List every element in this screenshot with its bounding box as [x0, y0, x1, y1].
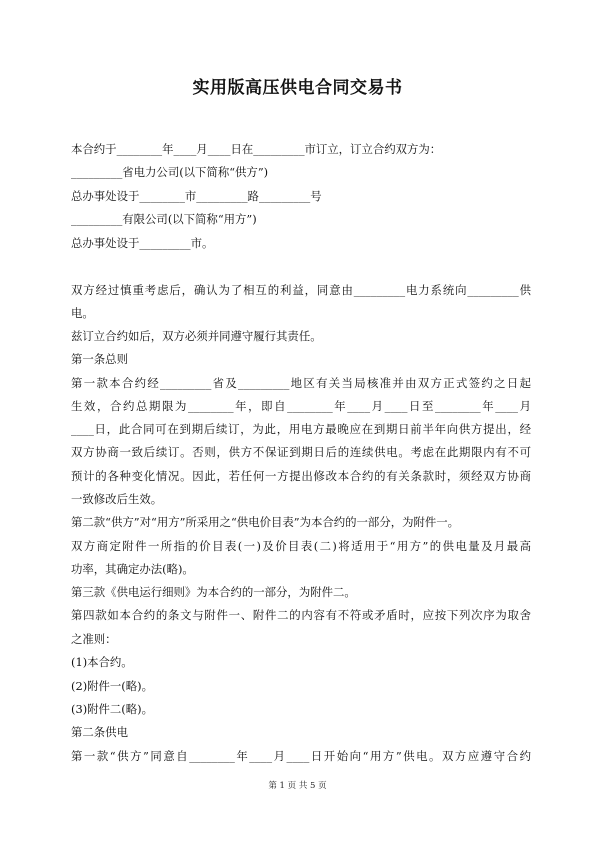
- paragraph-line: 功率，其确定办法(略)。: [71, 562, 194, 576]
- paragraph-line: 一致修改后生效。: [71, 492, 163, 506]
- list-item: (1)本合约。: [71, 655, 133, 669]
- document-title: 实用版高压供电合同交易书: [192, 78, 403, 98]
- supplier-name-line: _________省电力公司(以下简称“供方”): [71, 165, 269, 179]
- user-name-line: _________有限公司(以下简称“用方”): [71, 212, 257, 226]
- paragraph-line: 电。: [71, 306, 94, 320]
- section-heading: 第一条总则: [71, 352, 128, 366]
- list-item: (2)附件一(略)。: [71, 679, 153, 693]
- contract-intro-line: 本合约于________年____月____日在_________市订立，订立合约双方为：: [71, 142, 442, 156]
- paragraph-line: 第一款本合约经_________省及_________地区有关当局核准并由双方正式签约之日起: [71, 376, 531, 390]
- paragraph-line: 生效，合约总期限为________年，即自________年____月____日至________年____月: [71, 399, 531, 413]
- paragraph-line: 第四款如本合约的条文与附件一、附件二的内容有不符或矛盾时，应按下列次序为取舍: [71, 608, 531, 622]
- supplier-address-line: 总办事处设于________市_________路_________号: [71, 189, 322, 203]
- paragraph-line: 第一款“供方”同意自________年____月____日开始向“用方”供电。双方应遵守合约: [71, 749, 531, 763]
- user-address-line: 总办事处设于_________市。: [71, 236, 214, 250]
- paragraph-line: 预计的各种变化情况。因此，若任何一方提出修改本合约的有关条款时，须经双方协商: [71, 469, 531, 483]
- paragraph-line: 双方协商一致后续订。否则，供方不保证到期日后的连续供电。考虑在此期限内有不可: [71, 445, 531, 459]
- paragraph-line: 双方商定附件一所指的价目表(一)及价目表(二)将适用于“用方”的供电量及月最高: [71, 539, 531, 553]
- list-item: (3)附件二(略)。: [71, 702, 153, 716]
- paragraph-line: 兹订立合约如后，双方必须并同遵守履行其责任。: [71, 329, 322, 343]
- paragraph-line: 第三款《供电运行细则》为本合约的一部分，为附件二。: [71, 585, 356, 599]
- paragraph-line: 双方经过慎重考虑后，确认为了相互的利益，同意由_________电力系统向_________供: [71, 283, 531, 297]
- paragraph-line: ____日，此合同可在到期后续订，为此，用电方最晚应在到期日前半年向供方提出，经: [71, 422, 531, 436]
- paragraph-line: 之准则：: [71, 632, 117, 646]
- paragraph-line: 第二款“供方”对“用方”所采用之“供电价目表”为本合约的一部分，为附件一。: [71, 515, 460, 529]
- section-heading: 第二条供电: [71, 725, 128, 739]
- page-number: 第 1 页 共 5 页: [268, 781, 327, 791]
